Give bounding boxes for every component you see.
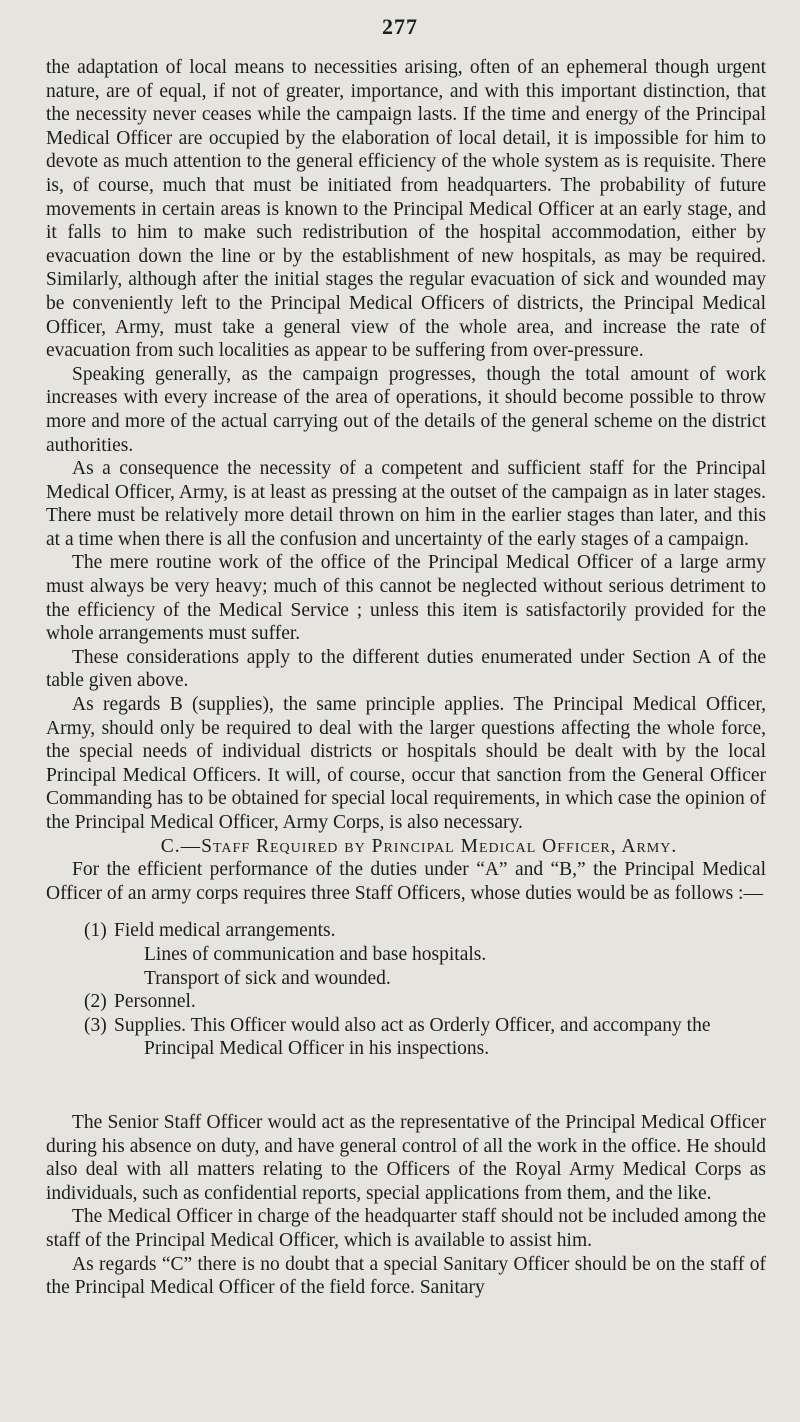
duty-number: (2) xyxy=(84,991,107,1013)
paragraph: The Medical Officer in charge of the headquarter staff should not be included among the staff of the Principal Medical Officer, which is available to assist him. xyxy=(46,1206,766,1251)
duty-number: (3) xyxy=(84,1014,107,1036)
paragraph: These considerations apply to the different duties enumerated under Section A of the table given above. xyxy=(46,646,766,692)
duties-list xyxy=(84,919,766,1061)
intro-paragraph: For the efficient performance of the duties under “A” and “B,” the Principal Medical Officer of an army corps requires three Staff Officers, whose duties would be as follows :— xyxy=(46,859,766,904)
duty-item xyxy=(84,919,766,990)
duty-text xyxy=(114,990,766,1014)
body-text xyxy=(46,56,766,1300)
paragraph: Speaking generally, as the campaign progresses, though the total amount of work increases with every increase of the area of operations, it should become possible to throw more and more of the actual carrying out of the details of the general scheme on the district authorities. xyxy=(46,363,766,456)
paragraph: The Senior Staff Officer would act as the representative of the Principal Medical Officer during his absence on duty, and have general control of all the work in the office. He should also deal with all matters relating to the Officers of the Royal Army Medical Corps as individuals, such as confidential reports, special applications from them, and the like. xyxy=(46,1111,766,1204)
duty-item xyxy=(84,1014,766,1061)
paragraph: As regards “C” there is no doubt that a special Sanitary Officer should be on the staff of the Principal Medical Officer of the field force. Sanitary xyxy=(46,1253,766,1299)
duty-number: (1) xyxy=(84,920,107,942)
duty-line: Personnel. xyxy=(114,991,196,1013)
duty-item xyxy=(84,990,766,1014)
duty-line: Lines of communication and base hospitals. xyxy=(144,943,487,965)
duty-text xyxy=(114,1014,766,1061)
duty-line: Transport of sick and wounded. xyxy=(144,967,391,989)
duty-line: Supplies. This Officer would also act as Orderly Officer, and accompany the Principal Medical Officer in his inspections. xyxy=(114,1014,711,1060)
paragraph: As a consequence the necessity of a competent and sufficient staff for the Principal Medical Officer, Army, is at least as pressing at the outset of the campaign as in later stages. There must be relatively more detail thrown on him in the earlier stages than later, and this at a time when there is all the confusion and uncertainty of the early stages of a campaign. xyxy=(46,458,766,550)
paragraph: The mere routine work of the office of the Principal Medical Officer of a large army must always be very heavy; much of this cannot be neglected without serious detriment to the efficiency of the Medical Service ; unless this item is satisfactorily provided for the whole arrangements must suffer. xyxy=(46,552,766,645)
duty-line: Field medical arrangements. xyxy=(114,920,336,942)
paragraph: As regards B (supplies), the same principle applies. The Principal Medical Officer, Army, should only be required to deal with the larger questions affecting the whole force, the special needs of individual districts or hospitals should be dealt with by the local Principal Medical Officers. It will, of course, occur that sanction from the General Officer Commanding has to be obtained for special local requirements, in which case the opinion of the Principal Medical Officer, Army Corps, is also necessary. xyxy=(46,694,766,833)
section-heading: C.—Staff Required by Principal Medical Officer, Army. xyxy=(160,835,678,857)
page-number: 277 xyxy=(382,14,418,39)
duty-text xyxy=(114,919,766,990)
paragraph: the adaptation of local means to necessities arising, often of an ephemeral though urgent nature, are of equal, if not of greater, importance, and with this important distinction, that the necessity never ceases while the campaign lasts. If the time and energy of the Principal Medical Officer are occupied by the elaboration of local detail, it is impossible for him to devote as much attention to the general efficiency of the whole system as is requisite. There is, of course, much that must be initiated from headquarters. The probability of future movements in certain areas is known to the Principal Medical Officer at an early stage, and it falls to him to make such redistribution of the hospital accommodation, either by evacuation down the line or by the establishment of new hospitals, as may be required. Similarly, although after the initial stages the regular evacuation of sick and wounded may be conveniently left to the Principal Medical Officers of districts, the Principal Medical Officer, Army, must take a general view of the whole area, and increase the rate of evacuation from such localities as appear to be suffering from over-pressure. xyxy=(46,57,766,362)
